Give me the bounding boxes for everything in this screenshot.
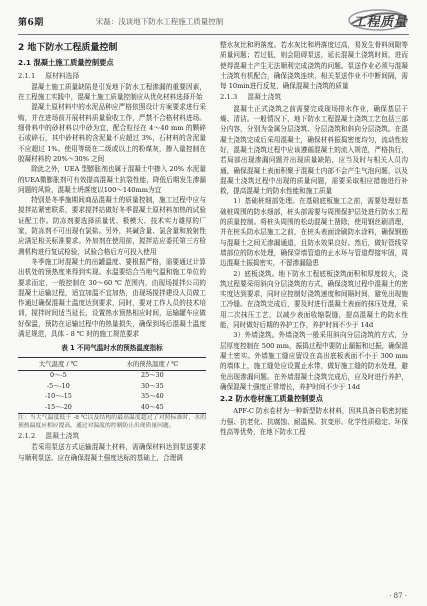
column-header: 大气温度 / ℃ <box>18 357 99 370</box>
table-row <box>18 370 206 381</box>
paragraph: 2）底板浇筑。地下防水工程底板浇筑面积和厚度较大，浇筑过程要采用斜向分层浇筑的方式，确保浇筑过程中混凝土的密实度达到要求，同时应控制好浇筑速度和间隔时间，避免出现施工冷缝。在浇筑完成后，要及时进行混凝土表面的抹压处理，采用二次抹压工艺，以减少表面收缩裂缝，提高混凝土的防水性能，同时做好后期的养护工作，养护时间不少于 14d <box>220 269 408 330</box>
right-column <box>220 40 408 586</box>
table-note: 注：当大气温度低于 -8 ℃以及结构的最高温度超过了对照标准时，水的预热温度应相应提高，通过对温度的控制防止出现质量问题。 <box>18 414 206 429</box>
table-cell: 40～45 <box>141 402 164 411</box>
table-row <box>18 381 206 392</box>
paragraph: 3）外墙浇筑。外墙浇筑一般采用斜向分层浇筑的方式，分层厚度控制在 500 mm，振捣过程中要防止漏振和过振，确保混凝土密实。外墙施工缝应留设在高出底板表面不小于 300 mm 的墙体上，施工缝处应设置止水带，做好施工缝的防水处理，避免出现渗漏问题。在外墙混凝土浇筑完成后，应及时进行养护，确保混凝土强度正常增长，养护时间不少于 14d <box>220 331 408 391</box>
left-column <box>18 40 206 586</box>
page-number: · 87 · <box>389 592 407 600</box>
page-header <box>18 8 409 35</box>
paragraph: 整水灰比和坍落度。若水灰比和坍落度过高，易发生骨料间隙等质量问题；若过低，则会阻碍泵送，延长混凝土浇筑时间，进而使得混凝土产生无法顺利完成浇筑的问题。泵送作业必须与混凝土浇筑有机配合，确保浇筑连续、相关泵送作业不中断间隔，需每 10min进行反复，确保混凝土浇筑的质量 <box>220 41 408 91</box>
paragraph: 混凝土原材料中的水泥品种应严格依照设计方案要求进行采购，并在进场前开展材料质量验收工作，严禁不合格材料进场。细骨料中的砂材料以中砂为宜，配合粒径在 4～40 mm 的颗碎石或碎石，其中砂材料的含泥量不应超过 3%，石材料的含泥量不应超过 1%。使用等级在二级或以上的粉煤灰，掺入量控制在胶凝材料的 20%～30% 之间 <box>18 103 206 163</box>
heading-text: 原材料选择 <box>45 71 80 80</box>
heading-number: 2.1.1 <box>18 71 36 80</box>
paragraph: 混凝土施工质量缺陷是引发地下防水工程渗漏的重要因素，在工程施工实践中，混凝土施工质量控制应从优化材料选择开始 <box>18 82 206 102</box>
table-cell: 25～30 <box>141 371 164 380</box>
paragraph: 特别是冬季施期间商品混凝土的质量控制，施工过程中应与搅拌站紧密联系，要求搅拌站做好冬季混凝土原材料加热的试验证配工作。防冻剂要选择质量优、极模大、技术实力雄厚的厂家，防冻剂不可出现有氯盐。另外，其碱含量、氯含量和放射性应满足相关标准要求。外加剂在使用前，搅拌站应委托第三方检测机构进行复试检验，试验合格后方可投入使用 <box>18 196 206 256</box>
subsubsection-heading <box>18 431 206 441</box>
table-header-row <box>18 357 206 370</box>
heading-number: 2.1.2 <box>18 431 36 440</box>
section-heading: 2 地下防水工程质量控制 <box>18 43 118 53</box>
paragraph: 若采用泵送方式运输混凝土材料，需确保材料达到泵送要求与顺利泵送。应在确保混凝土强度达标的基础上，合理调 <box>18 443 206 462</box>
running-title: 宋磊：浅谈地下防水工程施工质量控制 <box>95 16 224 26</box>
subsection-heading: 2.2 防水卷材施工质量控制要点 <box>220 394 324 404</box>
subsection-heading: 2.1 混凝土施工质量控制要点 <box>18 58 114 68</box>
paragraph: 冬季施工时混凝土的出罐温度、要根据严格，需要通过计算出机处的预热度来得到实现。水温要结合当地气温和施工单位的要求而定，一般控制在 30～60 ℃ 范围内，由现场搅拌公司的混凝土运输过程，适宜加温不宜加热，由现场搅拌建设人员做工作通过确保混凝土温度达到要求，同时，要对工作人员的技术培训，搅拌时间适当延长，设置热水预热相应时间，运输罐车应做好保温，预防在运输过程中的热量损失，确保到场后混凝土温度满足规范，具体 - 8 ℃ 时的施工规范要求 <box>18 257 206 339</box>
table-row <box>18 392 206 403</box>
heading-text: 混凝土浇筑 <box>45 431 80 440</box>
paragraph: 1）基础桩细部处理。在基础底板施工之前，需要处理好基础桩周围的防水细部，桩头部需要与周围保护层处进行防水工程的质量控制。将桩头周围的松动混凝土凿除，使用钢丝刷清理，并在桩头防水层施工之前，在桩头表面涂刷防水涂料，确保钢筋与混凝土之间无渗漏通道，且防水效果良好。然后，做好管线穿墙部位的防水处理，确保穿墙管道的止水环与管道焊接牢固，周边混凝土振捣密实，不留渗漏隐患 <box>220 197 408 268</box>
subsubsection-heading <box>18 71 206 81</box>
table-cell: -5～-10 <box>46 381 70 390</box>
table-cell: -15～-20 <box>44 402 72 411</box>
heading-text: 混凝土浇筑 <box>247 93 282 102</box>
table-title: 表 1 不同气温时水的预热温度指标 <box>61 344 163 353</box>
heading-number: 2.1.3 <box>220 93 238 102</box>
article-body <box>18 40 409 586</box>
logo-text: 工程质量 <box>352 15 407 30</box>
paragraph: 混凝土正式浇筑之前需要完成现场排水作业，确保基层干燥、清洁。一般情况下，地下防水工程混凝土浇筑工艺包括三部分内容，分别为金属分层浇筑、分层浇筑和斜向分层浇筑。在混凝土浇筑完成后采用混凝土，确保材料振捣密度均匀，流动性较好，混凝土浇筑过程中应该遵循混凝土的流入规范，严格执行，若局部出现渗漏问题并出现质量缺陷，应当及时与相关人员沟通，确保混凝土表面积聚于混凝土内部不会产生气泡问题，以及混凝土浇筑过程中出现的质量问题，需要采取相应措施进行补救，提高混凝土的防水性能和施工质量 <box>220 104 408 196</box>
table-cell: 30～35 <box>141 381 164 390</box>
paragraph: APF-C 防水卷材为一种新型防水材料，因其具备自粘密封能力强、抗老化、抗腐蚀、耐温候、抗变形、化学性质稳定、环保性高等优势，在地下防水工程 <box>220 407 408 436</box>
temperature-table <box>18 357 206 414</box>
subsubsection-heading <box>220 92 408 102</box>
paragraph: 除此之外，UEA 型膨胀剂也属于混凝土中掺入 20% 水泥量的UEA微膨胀剂可有效提高混凝土抗裂性能，降低后期发生渗漏问题的风险，混凝土坍落度以100～140mm为宜 <box>18 165 206 194</box>
journal-logo <box>347 6 409 32</box>
table-cell: 35～40 <box>141 392 164 401</box>
table-cell: -10～-15 <box>44 392 72 401</box>
issue-number: 第6期 <box>18 17 44 28</box>
table-row <box>18 402 206 413</box>
column-header: 水的预热温度 / ℃ <box>99 357 206 370</box>
table-cell: 0～-5 <box>50 371 67 380</box>
